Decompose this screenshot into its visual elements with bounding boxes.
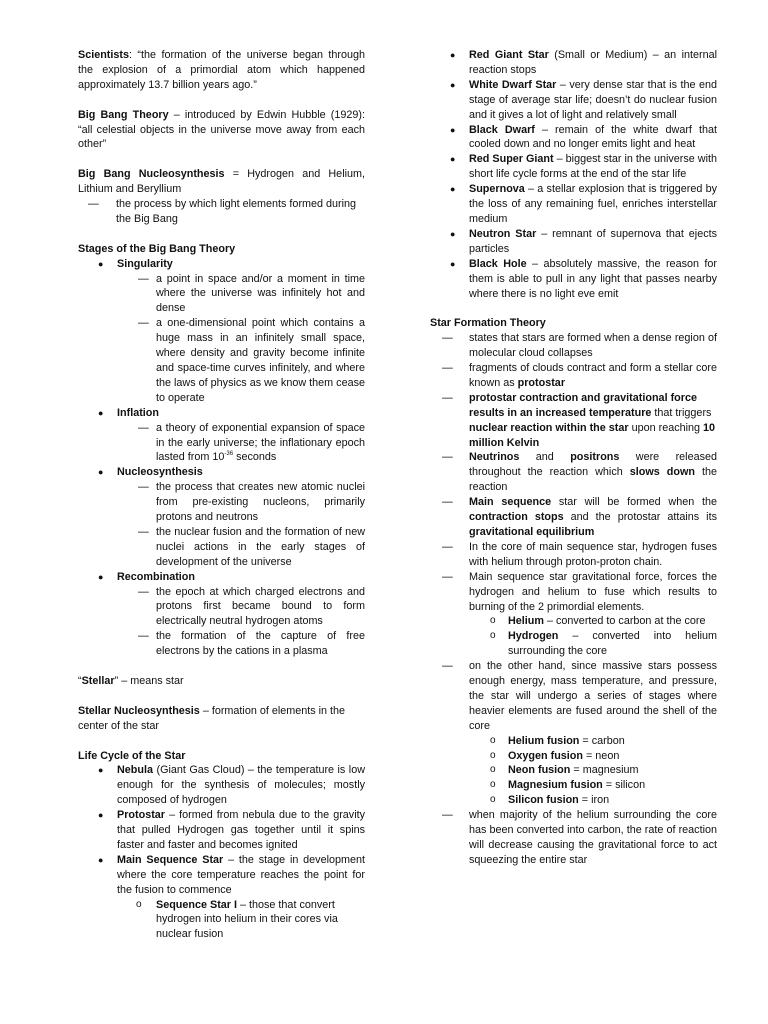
list-item: ● Black Hole – absolutely massive, the reason for them is able to pull in any light that passes nearby where there is no light eve emit	[450, 257, 717, 300]
list-item: o Helium – converted to carbon at the core	[490, 615, 706, 628]
bullet-marker: ●	[450, 124, 456, 135]
bullet-marker: ●	[450, 258, 456, 269]
term: Big Bang Theory	[78, 108, 169, 121]
list-item: — a one-dimensional point which contains a huge mass in an infinitely small space, where density and gravity become infinite and space-time curves infinitely, and where the laws of physics as we know them cease to operate	[138, 317, 365, 404]
dash-marker: —	[138, 630, 149, 643]
section-heading: Life Cycle of the Star	[78, 749, 186, 762]
bullet-marker: ●	[98, 571, 104, 582]
term: Big Bang Nucleosynthesis	[78, 168, 225, 181]
dash-marker: —	[138, 317, 149, 330]
bullet-marker: ●	[450, 228, 456, 239]
right-column	[430, 48, 717, 868]
list-item: — the formation of the capture of free electrons by the cations in a plasma	[138, 630, 365, 658]
dash-marker: —	[442, 496, 453, 509]
stellar-paragraph: “Stellar” – means star	[78, 675, 184, 687]
list-item: — Main sequence star gravitational force, forces the hydrogen and helium to fuse which results to burning of the 2 primordial elements.	[442, 570, 717, 613]
section-heading: Stages of the Big Bang Theory	[78, 242, 236, 255]
term: Scientists	[78, 49, 130, 61]
list-item: — a theory of exponential expansion of space in the early universe; the inflationary epoch lasted from $10^{-36}$ seconds	[138, 421, 365, 464]
circle-marker: o	[490, 615, 496, 627]
list-item: o Silicon fusion = iron	[490, 794, 610, 807]
list-item: o Helium fusion = carbon	[490, 734, 625, 747]
list-item: — the process by which light elements formed during the Big Bang	[88, 198, 357, 225]
dash-marker: —	[442, 332, 453, 345]
dash-marker: —	[88, 198, 99, 211]
list-item: o Hydrogen – converted into helium surrounding the core	[490, 630, 717, 658]
list-item: o Oxygen fusion = neon	[490, 749, 620, 762]
list-item: ● Red Super Giant – biggest star in the universe with short life cycle forms at the end of the star life	[450, 153, 717, 181]
dash-marker: —	[442, 391, 453, 404]
list-item: — Main sequence star will be formed when the contraction stops and the protostar attains its gravitational equilibrium	[442, 496, 717, 538]
list-item: — the process that creates new atomic nuclei from pre-existing nucleons, primarily protons and neutrons	[138, 481, 365, 524]
circle-marker: o	[490, 630, 496, 642]
list-item: — on the other hand, since massive stars possess enough energy, mass temperature, and pressure, the star will undergo a series of stages where heavier elements are fused around the shell of the core	[442, 660, 717, 732]
list-item: ● Recombination	[98, 570, 195, 583]
bullet-marker: ●	[450, 50, 456, 60]
dash-marker: —	[138, 525, 149, 538]
bullet-marker: ●	[450, 154, 456, 165]
list-item: ● Inflation	[98, 406, 159, 419]
circle-marker: o	[490, 734, 496, 746]
list-item: ● Supernova – a stellar explosion that is triggered by the loss of any remaining fuel, enriches interstellar medium	[450, 183, 717, 225]
list-item: o Sequence Star I – those that convert hydrogen into helium in their cores via nuclear fusion	[136, 898, 338, 941]
bullet-marker: ●	[450, 184, 456, 195]
list-item: o Magnesium fusion = silicon	[490, 779, 646, 792]
circle-marker: o	[490, 749, 496, 761]
dash-marker: —	[138, 272, 149, 285]
dash-marker: —	[138, 585, 149, 598]
circle-marker: o	[136, 898, 142, 910]
list-item: — fragments of clouds contract and form a stellar core known as protostar	[442, 362, 717, 389]
star-types-list	[430, 48, 717, 301]
list-item: ● Red Giant Star (Small or Medium) – an internal reaction stops	[450, 49, 717, 76]
dash-marker: —	[442, 570, 453, 583]
dash-marker: —	[442, 362, 453, 375]
list-item: — In the core of main sequence star, hydrogen fuses with helium through proton-proton chain.	[442, 540, 717, 568]
bullet-marker: ●	[450, 79, 456, 90]
list-item: — states that stars are formed when a dense region of molecular cloud collapses	[442, 332, 717, 360]
list-item: — the epoch at which charged electrons and protons first became bound to form electrically neutral hydrogen atoms	[138, 585, 365, 628]
stellar-nucleosynthesis-paragraph: Stellar Nucleosynthesis – formation of elements in the center of the star	[78, 704, 346, 732]
list-item: ● Nebula (Giant Gas Cloud) – the temperature is low enough for the synthesis of molecules; mostly composed of hydrogen	[98, 764, 365, 807]
list-item: ● Neutron Star – remnant of supernova that ejects particles	[450, 227, 717, 255]
nucleosynthesis-paragraph: Big Bang Nucleosynthesis = Hydrogen and Helium, Lithium and Beryllium	[78, 168, 365, 196]
bullet-marker: ●	[98, 810, 104, 821]
scientists-paragraph: Scientists: “the formation of the universe began through the explosion of a primordial atom which happened approximately 13.7 billion years ago.”	[78, 49, 365, 91]
list-item: ● Protostar – formed from nebula due to the gravity that pulled Hydrogen gas together until it spins faster and faster and becomes ignited	[98, 809, 365, 851]
bullet-marker: ●	[98, 467, 104, 478]
dash-marker: —	[442, 809, 453, 822]
list-item: — a point in space and/or a moment in time where the universe was infinitely hot and dense	[138, 272, 365, 315]
list-item: — the nuclear fusion and the formation of new nuclei actions in the early stages of development of the universe	[138, 525, 365, 568]
list-item: o Neon fusion = magnesium	[490, 764, 639, 777]
fusion-list	[430, 734, 717, 809]
dash-marker: —	[442, 451, 453, 464]
circle-marker: o	[490, 779, 496, 791]
dash-marker: —	[138, 421, 149, 434]
list-item: ● White Dwarf Star – very dense star that is the end stage of average star life; doesn’t do nuclear fusion and it gives a lot of light and relatively small	[450, 78, 717, 121]
circle-marker: o	[490, 764, 496, 776]
list-item: — Neutrinos and positrons were released throughout the reaction which slows down the reaction	[442, 451, 718, 494]
list-item: — when majority of the helium surrounding the core has been converted into carbon, the rate of reaction will decrease causing the gravitational force to act squeezing the entire star	[442, 809, 717, 866]
dash-marker: —	[442, 660, 453, 673]
list-item: ● Main Sequence Star – the stage in development where the core temperature reaches the point for the fusion to commence	[98, 853, 365, 896]
bullet-marker: ●	[98, 854, 104, 865]
dash-marker: —	[442, 540, 453, 553]
left-column	[78, 48, 365, 942]
big-bang-theory-paragraph: Big Bang Theory – introduced by Edwin Hubble (1929): “all celestial objects in the universe move away from each other”	[78, 108, 365, 151]
section-heading: Star Formation Theory	[430, 317, 546, 330]
bullet-marker: ●	[98, 407, 104, 418]
list-item: ● Black Dwarf – remain of the white dwarf that cooled down and no longer emits light and heat	[450, 123, 718, 151]
bullet-marker: ●	[98, 258, 104, 269]
list-item: ● Singularity	[98, 257, 173, 270]
list-item: — protostar contraction and gravitational force results in an increased temperature that triggers nuclear reaction within the star upon reaching 10 million Kelvin	[442, 391, 716, 449]
bullet-marker: ●	[98, 765, 104, 776]
dash-marker: —	[138, 481, 149, 494]
list-item: ● Nucleosynthesis	[98, 466, 203, 479]
circle-marker: o	[490, 794, 496, 806]
